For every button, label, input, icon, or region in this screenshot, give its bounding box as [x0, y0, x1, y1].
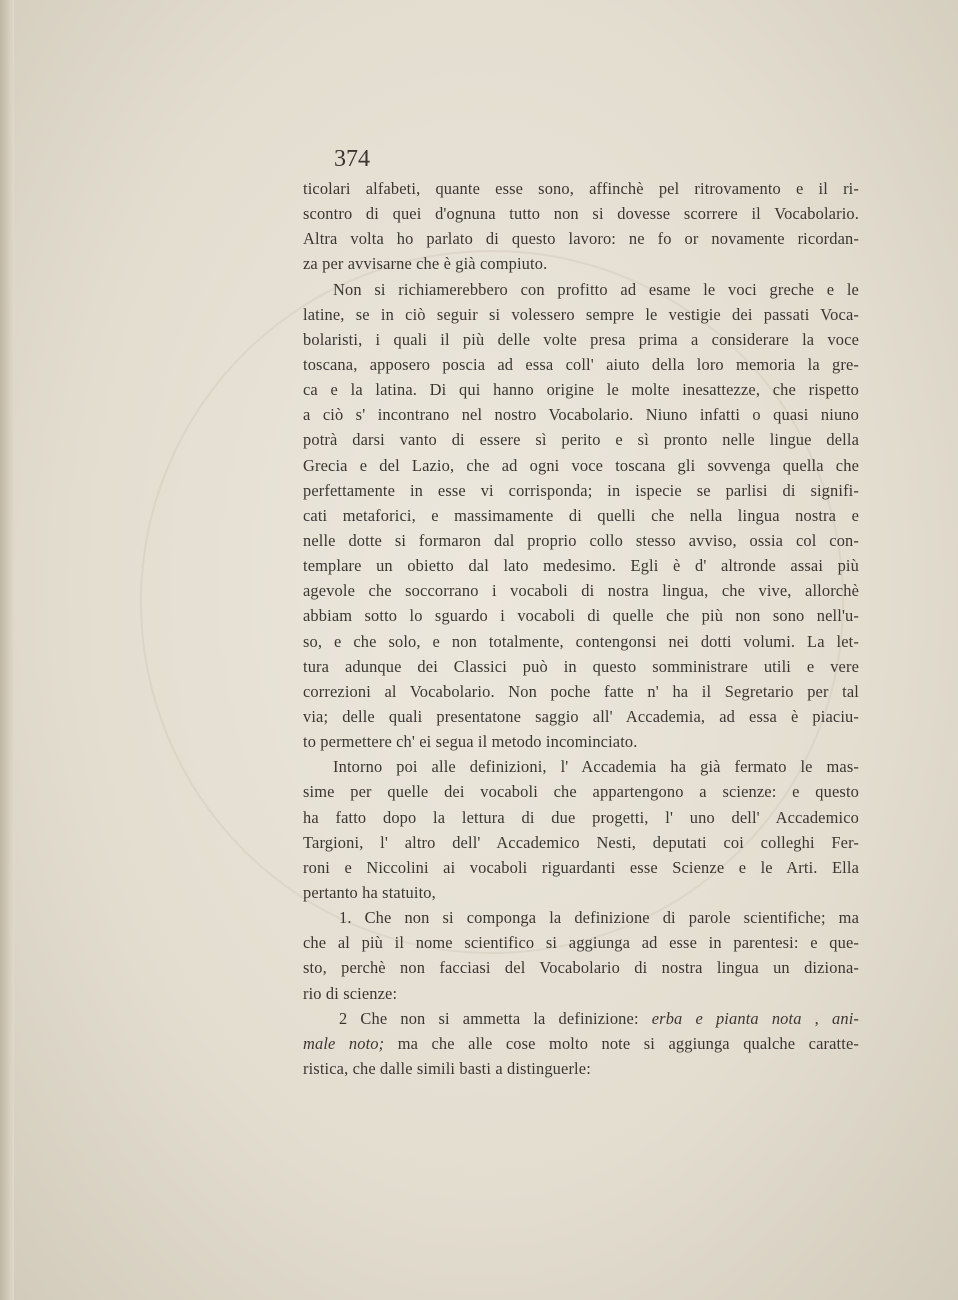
text-line: a ciò s' incontrano nel nostro Vocabolario. Niuno infatti o quasi niuno [303, 405, 859, 425]
text-line: Intorno poi alle definizioni, l' Accademia ha già fermato le mas- [333, 757, 859, 777]
text-line: perfettamente in esse vi corrisponda; in ispecie se parlisi di signifi- [303, 480, 859, 500]
text-line: so, e che solo, e non totalmente, contengonsi nei dotti volumi. La let- [303, 631, 859, 651]
text-line: sime per quelle dei vocaboli che appartengono a scienze: e questo [303, 782, 859, 802]
text-line: roni e Niccolini ai vocaboli riguardanti esse Scienze e le Arti. Ella [303, 857, 859, 877]
text-line: Non si richiamerebbero con profitto ad esame le voci greche e le [333, 279, 859, 299]
text-line: agevole che soccorrano i vocaboli di nostra lingua, che vive, allorchè [303, 581, 859, 601]
text-line: via; delle quali presentatone saggio all' Accademia, ad essa è piaciu- [303, 706, 859, 726]
text-line: Targioni, l' altro dell' Accademico Nesti, deputati coi colleghi Fer- [303, 832, 859, 852]
text-line: latine, se in ciò seguir si volessero sempre le vestigie dei passati Voca- [303, 304, 859, 324]
text-line: correzioni al Vocabolario. Non poche fatte n' ha il Segretario per tal [303, 681, 859, 701]
text-line: tura adunque dei Classici può in questo somministrare utili e vere [303, 656, 859, 676]
text-line: rio di scienze: [303, 983, 398, 1003]
text-line: nelle dotte si formaron dal proprio collo stesso avviso, ossia col con- [303, 530, 859, 550]
body-text [303, 176, 859, 1081]
text-line: ticolari alfabeti, quante esse sono, affinchè pel ritrovamento e il ri- [303, 179, 859, 198]
page-number: 374 [334, 146, 370, 172]
text-line: toscana, apposero poscia ad essa coll' aiuto della loro memoria la gre- [303, 354, 859, 374]
page-edge-shadow [0, 0, 14, 1300]
text-line: Grecia e del Lazio, che ad ogni voce toscana gli sovvenga quella che [303, 455, 859, 475]
text-line: templare un obietto dal lato medesimo. Egli è d' altronde assai più [303, 556, 859, 576]
text-line: scontro di quei d'ognuna tutto non si dovesse scorrere il Vocabolario. [303, 204, 859, 224]
text-line: pertanto ha statuito, [303, 882, 436, 902]
text-line: 1. Che non si componga la definizione di parole scientifiche; ma [339, 908, 859, 928]
text-line: cati metaforici, e massimamente di quelli che nella lingua nostra e [303, 505, 859, 525]
text-line: to permettere ch' ei segua il metodo incominciato. [303, 732, 638, 752]
text-line: abbiam sotto lo sguardo i vocaboli di quelle che più non sono nell'u- [303, 606, 859, 626]
text-line: ha fatto dopo la lettura di due progetti, l' uno dell' Accademico [303, 807, 859, 827]
text-line: za per avvisarne che è già compiuto. [303, 254, 548, 274]
text-line: 2 Che non si ammetta la definizione: erba e pianta nota , ani- [339, 1008, 860, 1028]
text-line: male noto; ma che alle cose molto note si aggiunga qualche caratte- [303, 1033, 859, 1053]
text-line: bolaristi, i quali il più delle volte presa prima a considerare la voce [303, 329, 859, 349]
text-line: ca e la latina. Di qui hanno origine le molte inesattezze, che rispetto [303, 380, 859, 400]
text-line: ristica, che dalle simili basti a distinguerle: [303, 1058, 591, 1078]
text-line: sto, perchè non facciasi del Vocabolario di nostra lingua un diziona- [303, 958, 859, 978]
text-line: che al più il nome scientifico si aggiunga ad esse in parentesi: e que- [303, 933, 859, 953]
text-line: Altra volta ho parlato di questo lavoro: ne fo or novamente ricordan- [303, 229, 859, 249]
text-line: potrà darsi vanto di essere sì perito e sì pronto nelle lingue della [303, 430, 859, 450]
